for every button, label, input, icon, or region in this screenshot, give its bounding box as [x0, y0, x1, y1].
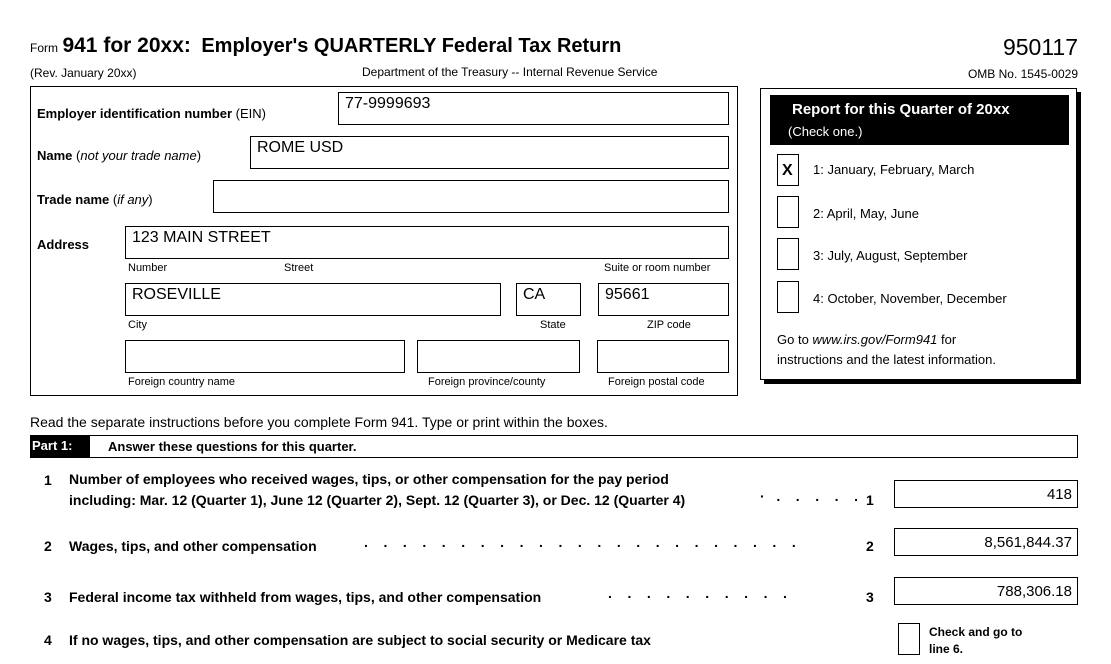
line-2-amount-field[interactable]	[894, 528, 1078, 556]
ein-value: 77-9999693	[345, 95, 431, 112]
quarter-panel-title: Report for this Quarter of 20xx	[792, 101, 1010, 118]
name-label: Name (not your trade name)	[37, 148, 202, 163]
quarter-checkbox-2[interactable]	[777, 196, 799, 228]
foreign-postal-sub: Foreign postal code	[608, 376, 705, 388]
part1-tag: Part 1:	[30, 435, 90, 458]
quarter-checkbox-1[interactable]	[777, 154, 799, 186]
trade-name-field[interactable]	[213, 180, 729, 213]
line-1-number: 1	[44, 472, 52, 488]
line-3-ref: 3	[866, 589, 874, 605]
city-field[interactable]	[125, 283, 501, 316]
quarter-option-4[interactable]	[777, 281, 1077, 313]
quarter-option-1-label: 1: January, February, March	[813, 162, 975, 177]
ein-label	[37, 106, 266, 121]
street-sub-suite: Suite or room number	[604, 262, 711, 274]
quarter-option-4-label: 4: October, November, December	[813, 291, 1007, 306]
line-4-number: 4	[44, 632, 52, 648]
zip-sub: ZIP code	[647, 319, 691, 331]
name-value: ROME USD	[257, 139, 344, 156]
part1-bar	[30, 435, 1078, 458]
name-label-bold: Name	[37, 148, 73, 163]
part1-title: Answer these questions for this quarter.	[108, 439, 357, 454]
quarter-option-3-label: 3: July, August, September	[813, 248, 968, 263]
line-3-amount: 788,306.18	[996, 583, 1072, 600]
instructions-text: Read the separate instructions before you complete Form 941. Type or print within the boxes.	[30, 414, 608, 430]
quarter-option-3[interactable]	[777, 238, 1077, 270]
name-field[interactable]	[250, 136, 729, 169]
state-value: CA	[523, 286, 546, 303]
street-value: 123 MAIN STREET	[132, 229, 271, 246]
zip-field[interactable]	[598, 283, 729, 316]
city-sub: City	[128, 319, 147, 331]
line-1-text-1: Number of employees who received wages, tips, or other compensation for the pay period	[69, 471, 669, 487]
goto-prefix: Go to	[777, 332, 813, 347]
goto-line-1	[777, 330, 996, 350]
quarter-option-2[interactable]	[777, 196, 1077, 228]
line-3-leader-dots: . . . . . . . . . .	[608, 585, 787, 601]
form-code: 950117	[1002, 34, 1078, 60]
line-2-text: Wages, tips, and other compensation	[69, 538, 317, 554]
city-value: ROSEVILLE	[132, 286, 221, 303]
line-2-leader-dots: . . . . . . . . . . . . . . . . . . . . . . .	[364, 534, 796, 550]
form-title: Employer's QUARTERLY Federal Tax Return	[201, 35, 622, 57]
form-prefix: Form	[30, 41, 58, 55]
omb-number: OMB No. 1545-0029	[967, 67, 1078, 81]
quarter-checkbox-1-mark: X	[782, 162, 793, 179]
foreign-province-sub: Foreign province/county	[428, 376, 546, 388]
zip-value: 95661	[605, 286, 650, 303]
state-field[interactable]	[516, 283, 581, 316]
name-label-italic: not your trade name	[80, 148, 197, 163]
state-sub: State	[540, 319, 566, 331]
ein-label-suffix: (EIN)	[232, 106, 266, 121]
line-3-text: Federal income tax withheld from wages, tips, and other compensation	[69, 589, 542, 605]
line-2-number: 2	[44, 538, 52, 554]
quarter-goto-note	[777, 330, 996, 370]
goto-suffix: for	[937, 332, 957, 347]
quarter-checkbox-3[interactable]	[777, 238, 799, 270]
goto-link[interactable]: www.irs.gov/Form941	[812, 332, 938, 347]
goto-line-2: instructions and the latest information.	[777, 352, 996, 367]
street-sub-number: Number	[128, 262, 168, 274]
ein-label-bold: Employer identification number	[37, 106, 233, 121]
foreign-province-field[interactable]	[417, 340, 580, 373]
line-1-text-2: including: Mar. 12 (Quarter 1), June 12 (Quarter 2), Sept. 12 (Quarter 3), or Dec. 12 (Quarter 4)	[69, 492, 686, 508]
foreign-country-sub: Foreign country name	[128, 376, 235, 388]
line-1-ref: 1	[866, 492, 874, 508]
address-label: Address	[37, 237, 90, 252]
line-4-text: If no wages, tips, and other compensation are subject to social security or Medicare tax	[69, 632, 651, 648]
quarter-checkbox-4[interactable]	[777, 281, 799, 313]
line-1-amount-field[interactable]	[894, 480, 1078, 508]
foreign-postal-field[interactable]	[597, 340, 729, 373]
trade-label-italic: if any	[117, 192, 149, 207]
line-1-leader-dots: · . . . . .	[760, 488, 859, 504]
line-2-amount: 8,561,844.37	[984, 534, 1072, 551]
line-3-number: 3	[44, 589, 52, 605]
department-line: Department of the Treasury -- Internal Revenue Service	[362, 65, 658, 79]
trade-name-label: Trade name (if any)	[37, 192, 153, 207]
street-sub-street: Street	[284, 262, 314, 274]
line-4-check-label-2: line 6.	[929, 642, 964, 656]
line-1-amount: 418	[1046, 486, 1072, 503]
form-number: 941 for 20xx:	[62, 34, 191, 57]
revision-date: (Rev. January 20xx)	[30, 66, 137, 80]
line-4-checkbox[interactable]	[898, 623, 920, 655]
quarter-option-2-label: 2: April, May, June	[813, 206, 919, 221]
line-3-amount-field[interactable]	[894, 577, 1078, 605]
line-2-ref: 2	[866, 538, 874, 554]
line-4-check-label-1: Check and go to	[929, 625, 1023, 639]
quarter-panel-header	[770, 95, 1069, 145]
foreign-country-field[interactable]	[125, 340, 405, 373]
form-header	[30, 34, 621, 58]
trade-label-bold: Trade name	[37, 192, 110, 207]
quarter-option-1[interactable]	[777, 154, 1077, 186]
quarter-panel-check-one: (Check one.)	[788, 124, 863, 139]
street-field[interactable]	[125, 226, 729, 259]
line-4-check-label	[929, 624, 1022, 658]
ein-field[interactable]	[338, 92, 729, 125]
